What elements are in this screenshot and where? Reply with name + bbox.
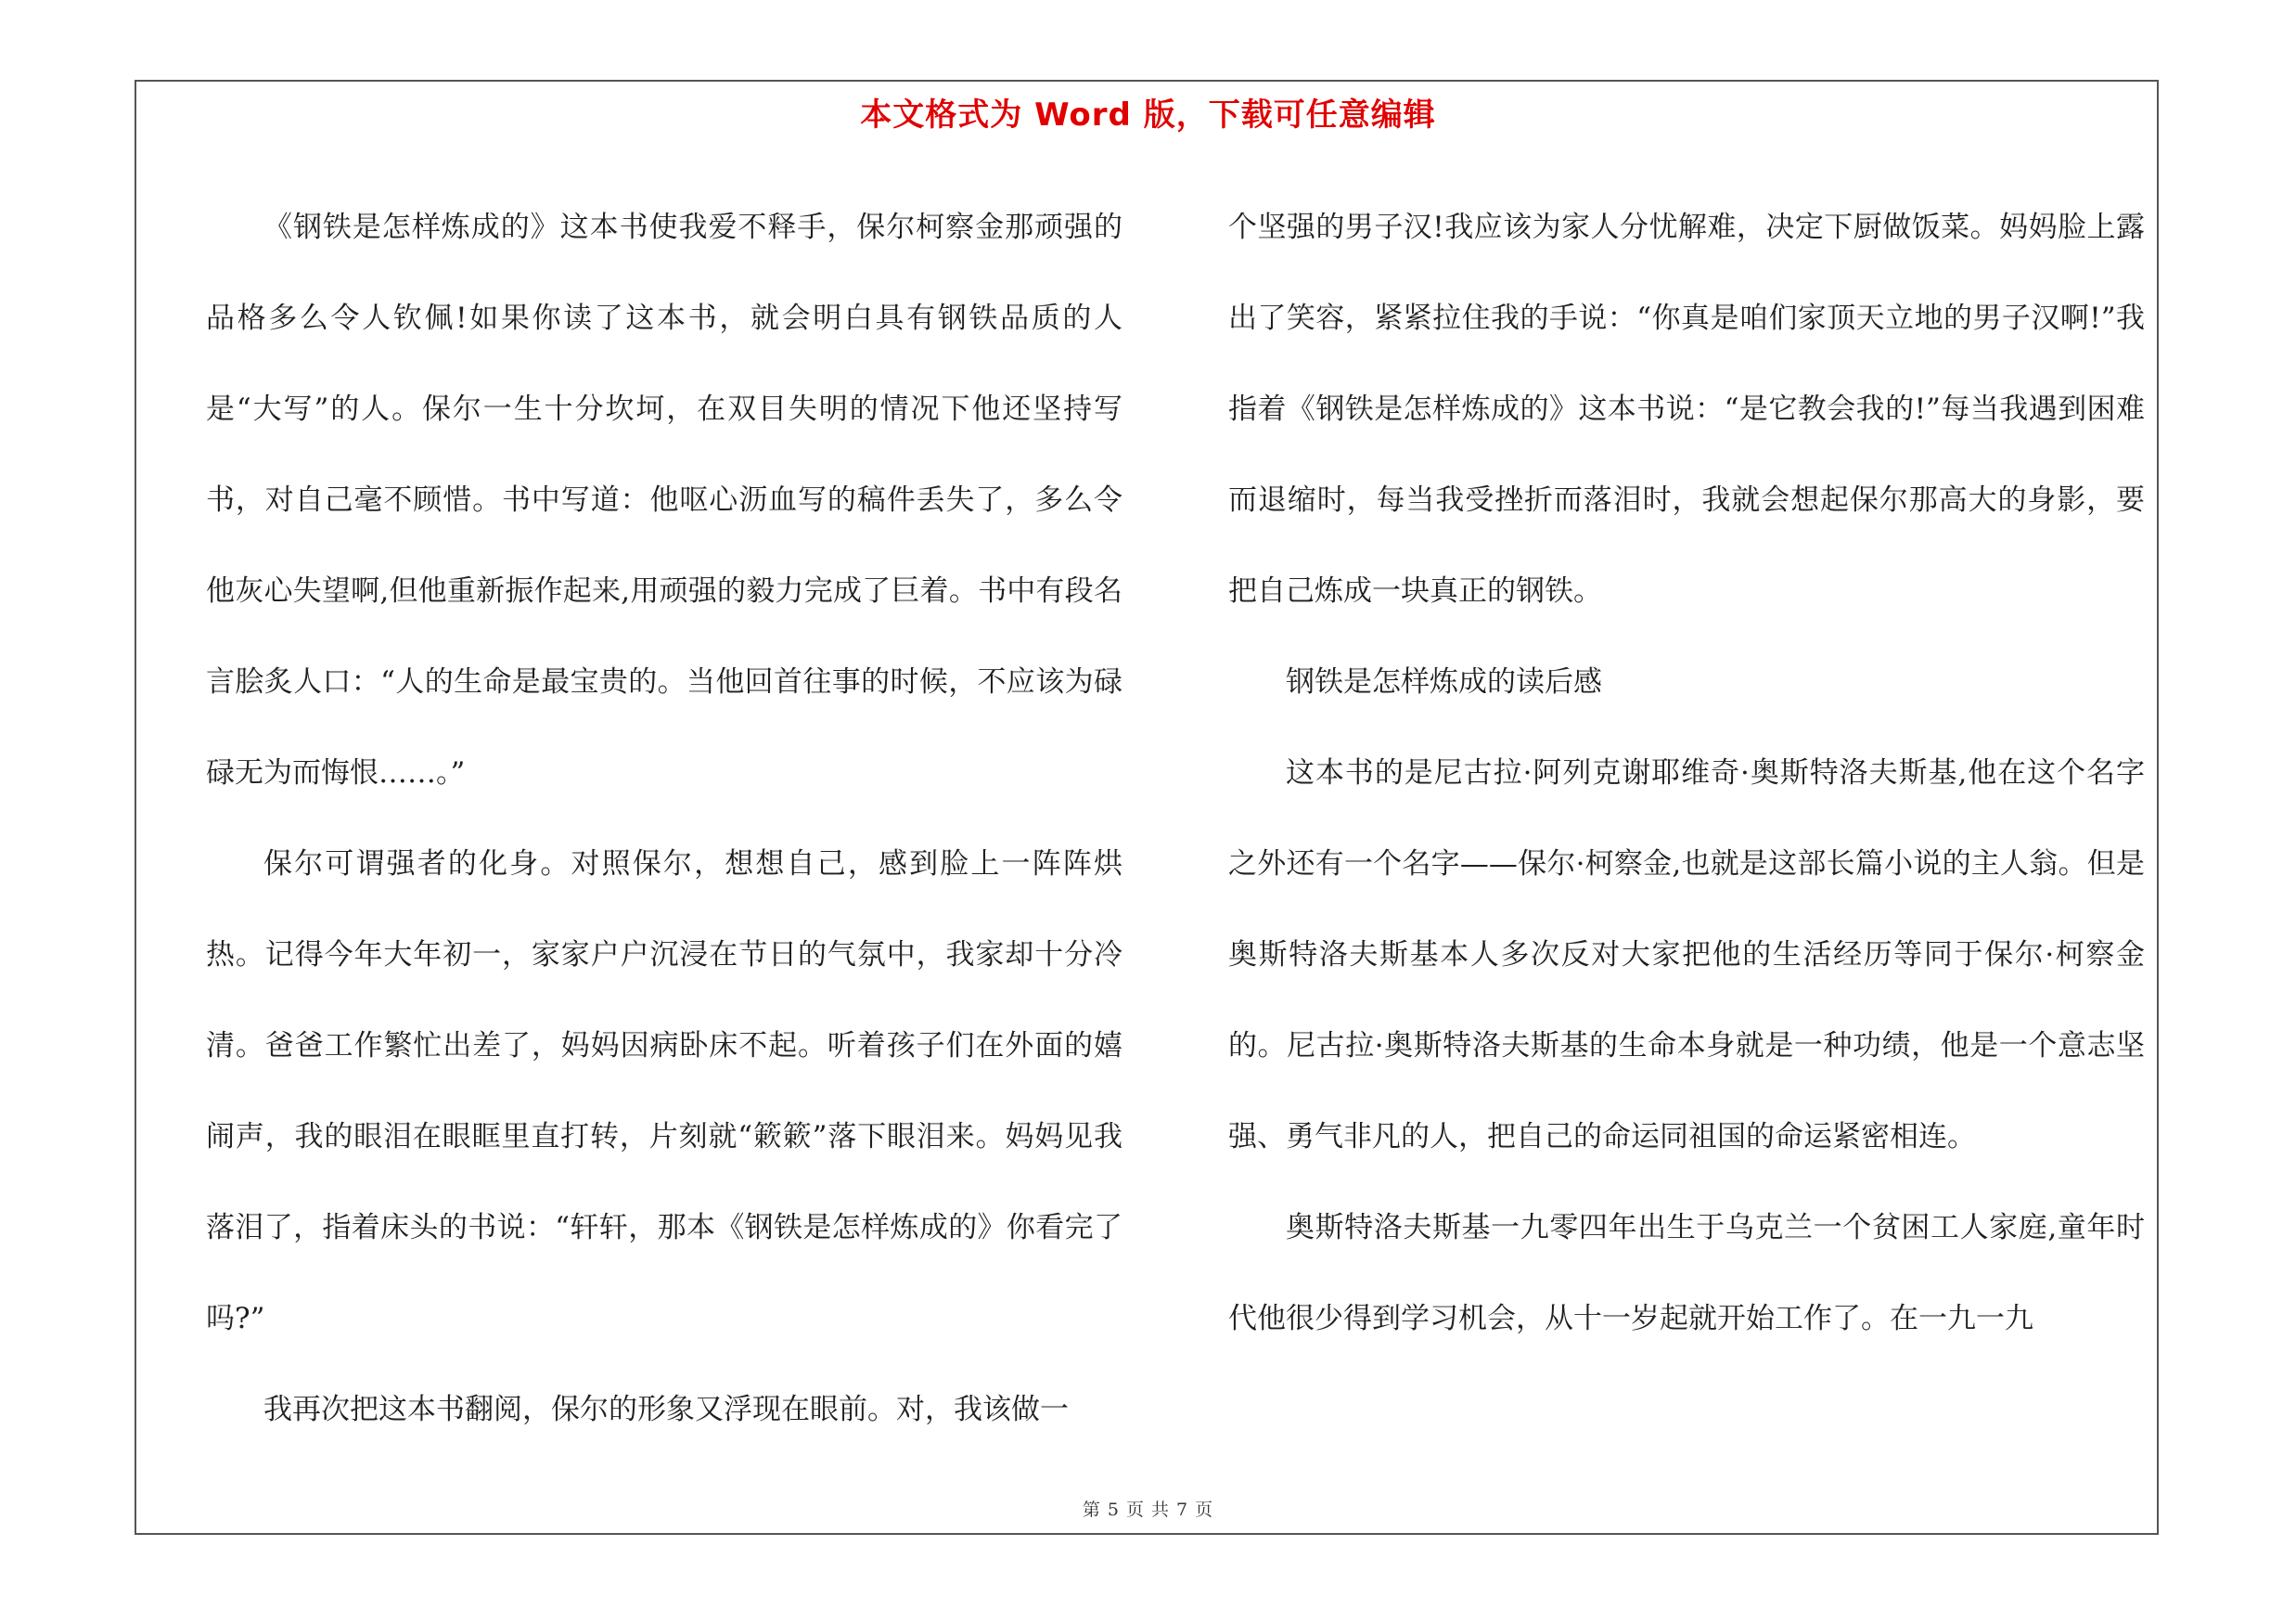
page-indicator: 第 5 页 共 7 页	[1082, 1500, 1214, 1520]
body-paragraph: 我再次把这本书翻阅，保尔的形象又浮现在眼前。对，我该做一	[263, 1393, 1069, 1426]
header-banner: 本文格式为 Word 版，下载可任意编辑	[860, 97, 1436, 134]
right-column	[1228, 182, 2145, 1364]
body-paragraph: 保尔可谓强者的化身。对照保尔，想想自己，感到脸上一阵阵烘热。记得今年大年初一，家家户户沉浸在节日的气氛中，我家却十分冷清。爸爸工作繁忙出差了，妈妈因病卧床不起。听着孩子们在外面的嬉闹声，我的眼泪在眼眶里直打转，片刻就“簌簌”落下眼泪来。妈妈见我落泪了，指着床头的书说：“轩轩，那本《钢铁是怎样炼成的》你看完了吗?”	[206, 847, 1122, 1335]
section-heading: 钢铁是怎样炼成的读后感	[1286, 665, 1602, 699]
left-column	[206, 182, 1122, 1455]
body-paragraph: 这本书的是尼古拉·阿列克谢耶维奇·奥斯特洛夫斯基,他在这个名字之外还有一个名字——保尔·柯察金,也就是这部长篇小说的主人翁。但是奥斯特洛夫斯基本人多次反对大家把他的生活经历等同于保尔·柯察金的。尼古拉·奥斯特洛夫斯基的生命本身就是一种功绩，他是一个意志坚强、勇气非凡的人，把自己的命运同祖国的命运紧密相连。	[1228, 756, 2145, 1153]
body-paragraph: 《钢铁是怎样炼成的》这本书使我爱不释手，保尔柯察金那顽强的品格多么令人钦佩!如果你读了这本书，就会明白具有钢铁品质的人是“大写”的人。保尔一生十分坎坷，在双目失明的情况下他还坚持写书，对自己毫不顾惜。书中写道：他呕心沥血写的稿件丢失了，多么令他灰心失望啊,但他重新振作起来,用顽强的毅力完成了巨着。书中有段名言脍炙人口：“人的生命是最宝贵的。当他回首往事的时候，不应该为碌碌无为而悔恨……。”	[206, 211, 1122, 790]
body-paragraph-continuation: 个坚强的男子汉!我应该为家人分忧解难，决定下厨做饭菜。妈妈脸上露出了笑容，紧紧拉住我的手说：“你真是咱们家顶天立地的男子汉啊!”我指着《钢铁是怎样炼成的》这本书说：“是它教会我的!”每当我遇到困难而退缩时，每当我受挫折而落泪时，我就会想起保尔那高大的身影，要把自己炼成一块真正的钢铁。	[1228, 211, 2145, 608]
body-paragraph: 奥斯特洛夫斯基一九零四年出生于乌克兰一个贫困工人家庭,童年时代他很少得到学习机会，从十一岁起就开始工作了。在一九一九	[1228, 1211, 2145, 1335]
